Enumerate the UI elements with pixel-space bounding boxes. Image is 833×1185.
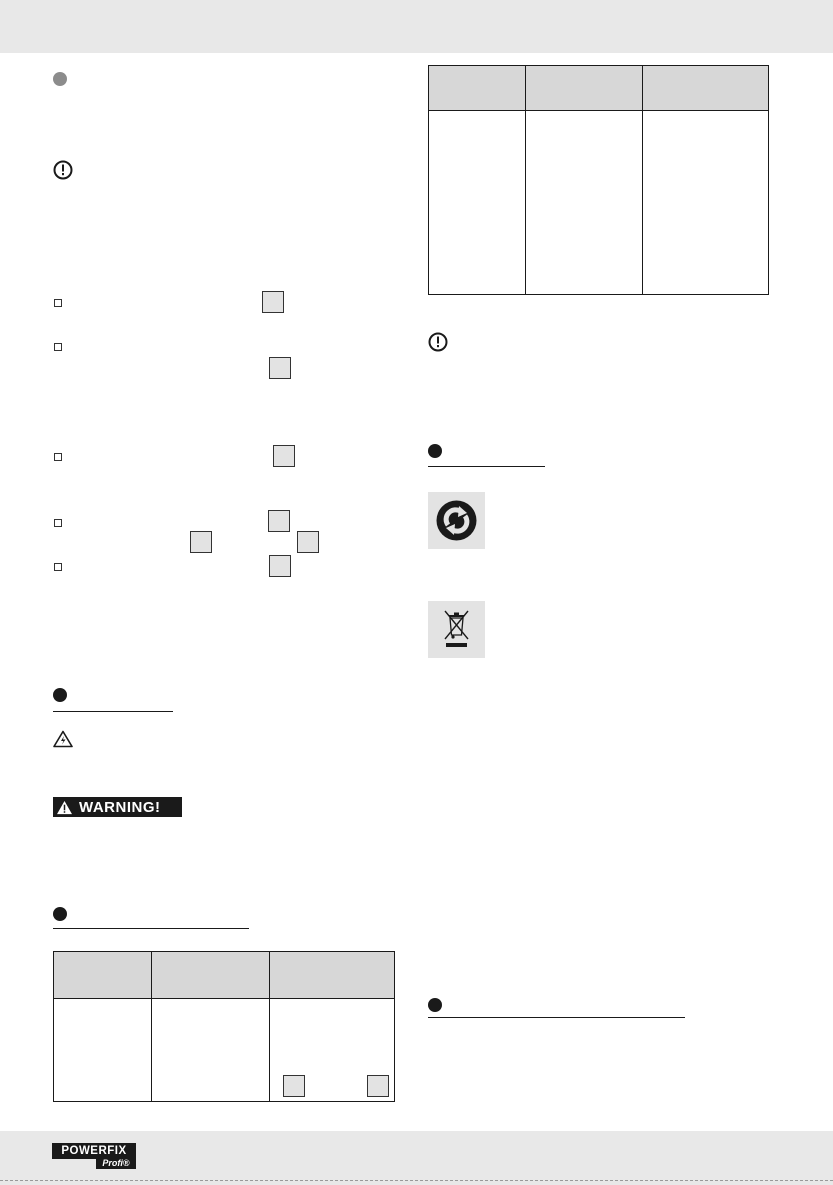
logo-main-text: POWERFIX — [52, 1143, 136, 1159]
reference-number-box — [190, 531, 212, 553]
reference-number-box — [262, 291, 284, 313]
list-bullet — [54, 453, 62, 461]
list-bullet — [54, 343, 62, 351]
page-header-band — [0, 0, 833, 53]
caution-triangle-icon — [53, 730, 73, 748]
table-header-cell — [152, 952, 270, 999]
troubleshooting-table-right — [428, 65, 769, 295]
table-cell — [643, 111, 769, 295]
reference-number-box — [297, 531, 319, 553]
warning-label: WARNING! — [79, 798, 161, 816]
notice-icon — [53, 160, 73, 180]
table-cell — [429, 111, 526, 295]
list-bullet — [54, 299, 62, 307]
reference-number-box — [367, 1075, 389, 1097]
section-heading-underline — [428, 466, 545, 467]
recycling-icon-box — [428, 492, 485, 549]
logo-sub-text: Profi® — [96, 1158, 136, 1169]
table-cell — [526, 111, 643, 295]
trim-marks — [0, 1180, 833, 1183]
section-bullet-icon — [53, 688, 67, 702]
table-header-cell — [270, 952, 395, 999]
reference-number-box — [283, 1075, 305, 1097]
warning-banner — [53, 797, 182, 817]
reference-number-box — [269, 555, 291, 577]
reference-number-box — [273, 445, 295, 467]
section-bullet-icon — [53, 907, 67, 921]
section-heading-underline — [53, 928, 249, 929]
list-bullet — [54, 563, 62, 571]
crossed-bin-icon — [428, 601, 485, 658]
section-bullet-icon — [428, 444, 442, 458]
list-bullet — [54, 519, 62, 527]
reference-number-box — [268, 510, 290, 532]
table-header-cell — [54, 952, 152, 999]
warning-triangle-icon — [53, 798, 75, 816]
troubleshooting-table-left — [53, 951, 395, 1102]
recycling-icon — [428, 492, 485, 549]
table-header-cell — [643, 66, 769, 111]
weee-icon-box — [428, 601, 485, 658]
grey-bullet-icon — [53, 72, 67, 86]
table-header-cell — [429, 66, 526, 111]
table-cell — [152, 999, 270, 1102]
table-cell — [54, 999, 152, 1102]
reference-number-box — [269, 357, 291, 379]
powerfix-logo — [52, 1143, 136, 1169]
notice-icon — [428, 332, 448, 352]
section-bullet-icon — [428, 998, 442, 1012]
table-cell — [270, 999, 395, 1102]
section-heading-underline — [428, 1017, 685, 1018]
table-header-cell — [526, 66, 643, 111]
section-heading-underline — [53, 711, 173, 712]
